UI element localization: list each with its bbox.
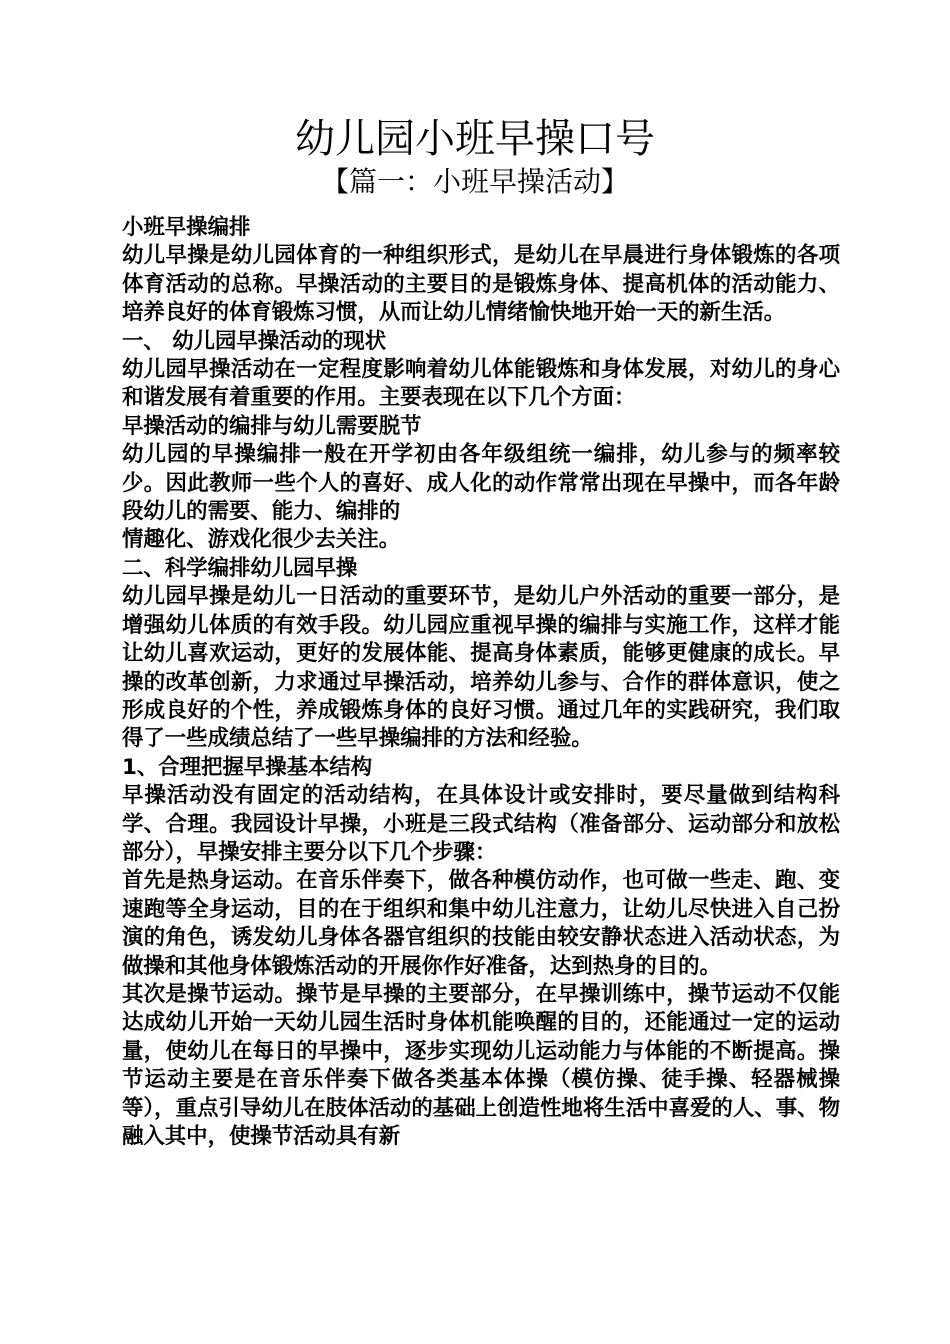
document-subtitle: 【篇一：小班早操活动】 [320,165,629,198]
section-heading: 1、合理把握早操基本结构 [122,754,373,780]
paragraph: 幼儿园的早操编排一般在开学初由各年级组统一编排，幼儿参与的频率较少。因此教师一些个人的喜好、成人化的动作常常出现在早操中，而各年龄段幼儿的需要、能力、编排的 [122,442,840,525]
paragraph: 情趣化、游戏化很少去关注。 [122,527,401,553]
paragraph: 幼儿早操是幼儿园体育的一种组织形式，是幼儿在早晨进行身体锻炼的各项体育活动的总称。早操活动的主要目的是锻炼身体、提高机体的活动能力、培养良好的体育锻炼习惯，从而让幼儿情绪愉快地开始一天的新生活。 [122,243,840,326]
paragraph: 其次是操节运动。操节是早操的主要部分，在早操训练中，操节运动不仅能达成幼儿开始一天幼儿园生活时身体机能唤醒的目的，还能通过一定的运动量，使幼儿在每日的早操中，逐步实现幼儿运动能力与体能的不断提高。操节运动主要是在音乐伴奏下做各类基本体操（模仿操、徒手操、轻器械操等），重点引导幼儿在肢体活动的基础上创造性地将生活中喜爱的人、事、物融入其中，使操节活动具有新 [122,981,840,1149]
paragraph: 幼儿园早操活动在一定程度影响着幼儿体能锻炼和身体发展，对幼儿的身心和谐发展有着重要的作用。主要表现在以下几个方面： [122,357,840,411]
document-title: 幼儿园小班早操口号 [295,116,655,162]
section-heading: 二、科学编排幼儿园早操 [122,555,358,581]
paragraph: 幼儿园早操是幼儿一日活动的重要环节，是幼儿户外活动的重要一部分，是增强幼儿体质的有效手段。幼儿园应重视早操的编排与实施工作，这样才能让幼儿喜欢运动，更好的发展体能、提高身体素质，能够更健康的成长。早操的改革创新，力求通过早操活动，培养幼儿参与、合作的群体意识，使之形成良好的个性，养成锻炼身体的良好习惯。通过几年的实践研究，我们取得了一些成绩总结了一些早操编排的方法和经验。 [122,584,840,752]
paragraph: 早操活动没有固定的活动结构，在具体设计或安排时，要尽量做到结构科学、合理。我园设计早操，小班是三段式结构（准备部分、运动部分和放松部分），早操安排主要分以下几个步骤： [122,783,840,865]
section-heading: 一、 幼儿园早操活动的现状 [122,328,387,354]
section-heading: 早操活动的编排与幼儿需要脱节 [122,413,422,439]
paragraph: 首先是热身运动。在音乐伴奏下，做各种模仿动作，也可做一些走、跑、变速跑等全身运动，目的在于组织和集中幼儿注意力，让幼儿尽快进入自己扮演的角色，诱发幼儿身体各器官组织的技能由较安静状态进入活动状态，为做操和其他身体锻炼活动的开展你作好准备，达到热身的目的。 [122,868,840,979]
document-body [115,214,840,1151]
section-heading: 小班早操编排 [122,215,251,240]
